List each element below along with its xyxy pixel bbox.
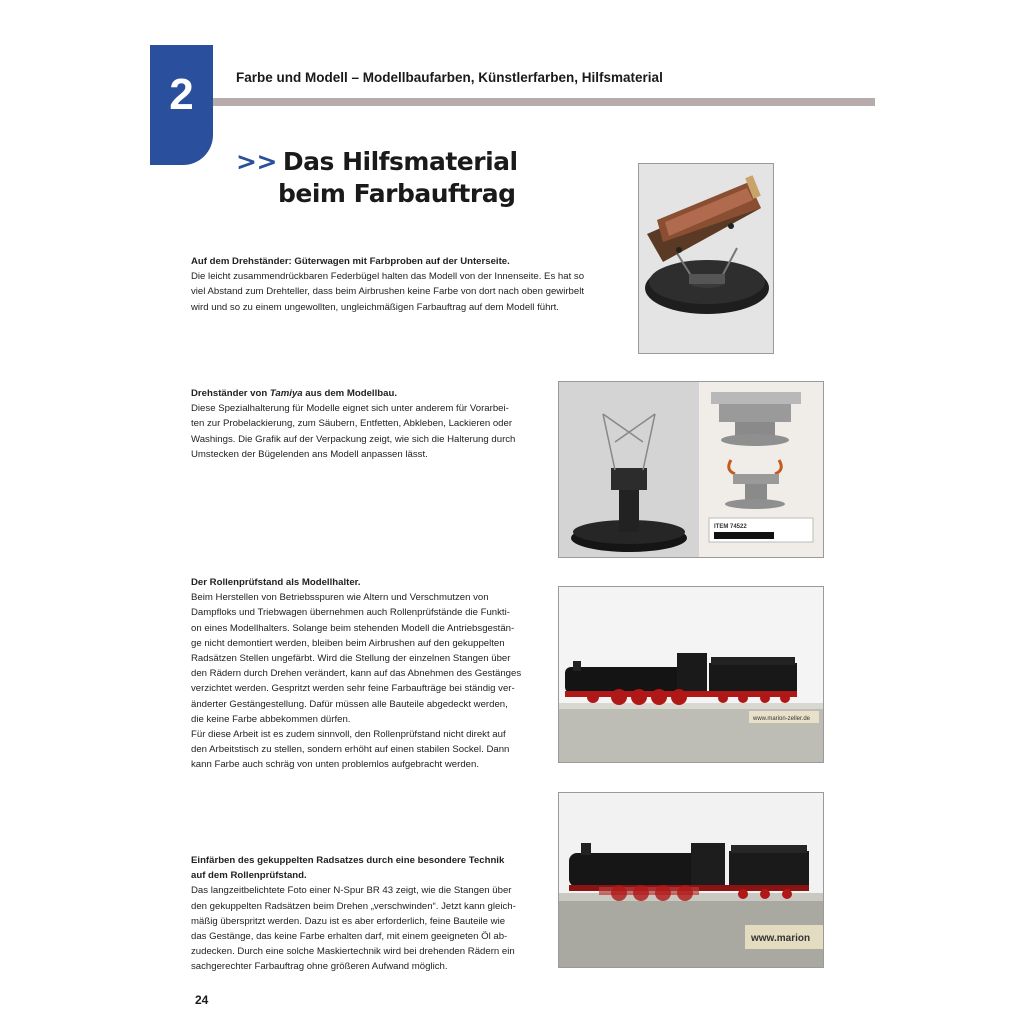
tamiya-stand-illustration <box>559 382 823 557</box>
page-number: 24 <box>195 993 209 1007</box>
heading-brand: Tamiya <box>269 388 303 399</box>
roller-stand-loco-illustration <box>559 587 823 762</box>
caption-line: Dampfloks und Triebwagen übernehmen auch Rollenprüfstände die Funkti- <box>191 607 510 619</box>
caption-heading-2 <box>191 386 547 401</box>
caption-heading-4-line1: Einfärben des gekuppelten Radsatzes durch eine besondere Technik <box>191 855 505 866</box>
header-rule <box>213 98 875 106</box>
section-title-line1: Das Hilfsmaterial <box>282 147 518 176</box>
section-title <box>236 146 518 210</box>
heading-text: Drehständer von <box>191 388 270 399</box>
wagon-turntable-illustration <box>639 164 773 353</box>
caption-line: mäßig überspritzt werden. Dazu ist es aber erforderlich, feine Bauteile wie <box>191 915 506 927</box>
heading-text: aus dem Modellbau. <box>302 388 397 399</box>
caption-line: Umstecken der Bügelenden ans Modell anpassen lässt. <box>191 448 428 460</box>
caption-block-3 <box>191 575 543 773</box>
caption-line: ge nicht demontiert werden, bleiben beim Airbrushen auf den gekuppelten <box>191 637 505 649</box>
caption-heading-3: Der Rollenprüfstand als Modellhalter. <box>191 577 361 588</box>
caption-line: verzichtet werden. Gespritzt werden sehr feine Farbaufträge bei ständig ver- <box>191 683 515 695</box>
caption-heading-1: Auf dem Drehständer: Güterwagen mit Farbproben auf der Unterseite. <box>191 256 510 267</box>
br43-illustration <box>559 793 823 967</box>
caption-heading-4-line2: auf dem Rollenprüfstand. <box>191 870 307 882</box>
caption-line: viel Abstand zum Drehteller, dass beim Airbrushen keine Farbe von dort nach oben gewirbelt <box>191 286 585 298</box>
box-item-label: ITEM 74522 <box>714 524 747 530</box>
caption-line: on eines Modellhalters. Solange beim stehenden Modell die Antriebsgestän- <box>191 622 515 634</box>
photo-br43-long-exposure <box>558 792 824 968</box>
caption-line: änderter Gestängestellung. Dafür müssen alle Bauteile abgedeckt werden, <box>191 698 508 710</box>
photo-wagon-turntable <box>638 163 774 354</box>
caption-block-2 <box>191 386 547 462</box>
caption-block-1 <box>191 254 627 315</box>
caption-line: das Gestänge, das keine Farbe erhalten darf, mit einem geeigneten Öl ab- <box>191 931 508 943</box>
caption-line: ten zur Probelackierung, zum Säubern, Entfetten, Abkleben, Lackieren oder <box>191 418 513 430</box>
sign-label: www.marion <box>751 933 811 944</box>
photo-tamiya-stand <box>558 381 824 558</box>
chapter-number: 2 <box>169 70 194 119</box>
caption-line: Das langzeitbelichtete Foto einer N-Spur BR 43 zeigt, wie die Stangen über <box>191 885 512 897</box>
section-arrows: >> <box>236 147 277 176</box>
caption-line: Radsätzen Stellen ungefärbt. Wird die Stellung der einzelnen Stangen über <box>191 653 511 665</box>
caption-line: den Rädern durch Drehen verändert, kann auf das Abnehmen des Gestänges <box>191 668 522 680</box>
caption-line: zudecken. Durch eine solche Maskiertechnik wird bei drehenden Rädern ein <box>191 946 515 958</box>
caption-line: den Arbeitstisch zu stellen, sondern erhöht auf einen stabilen Sockel. Dann <box>191 744 510 756</box>
chapter-tab <box>150 45 213 165</box>
caption-line: Die leicht zusammendrückbaren Federbügel halten das Modell von der Innenseite. Es hat so <box>191 271 585 283</box>
caption-line: Für diese Arbeit ist es zudem sinnvoll, den Rollenprüfstand nicht direkt auf <box>191 729 506 741</box>
section-title-line2: beim Farbauftrag <box>278 179 516 208</box>
sign-label: www.marion-zeller.de <box>753 716 811 722</box>
caption-line: kann Farbe auch schräg von unten problemlos aufgebracht werden. <box>191 759 479 771</box>
caption-line: wird und so zu einem ungewollten, ungleichmäßigen Farbauftrag auf dem Modell führt. <box>191 301 559 313</box>
caption-line: Beim Herstellen von Betriebsspuren wie Altern und Verschmutzen von <box>191 592 489 604</box>
photo-roller-stand-loco <box>558 586 824 763</box>
running-header-title: Farbe und Modell – Modellbaufarben, Künstlerfarben, Hilfsmaterial <box>236 70 663 85</box>
caption-line: sachgerechter Farbauftrag ohne größeren Aufwand möglich. <box>191 961 448 973</box>
caption-line: Washings. Die Grafik auf der Verpackung zeigt, wie sich die Halterung durch <box>191 433 516 445</box>
caption-line: die keine Farbe abbekommen dürfen. <box>191 713 351 725</box>
caption-line: Diese Spezialhalterung für Modelle eignet sich unter anderem für Vorarbei- <box>191 403 509 415</box>
caption-block-4 <box>191 853 547 975</box>
caption-line: den gekuppelten Radsätzen beim Drehen „verschwinden“. Jetzt kann gleich- <box>191 900 516 912</box>
